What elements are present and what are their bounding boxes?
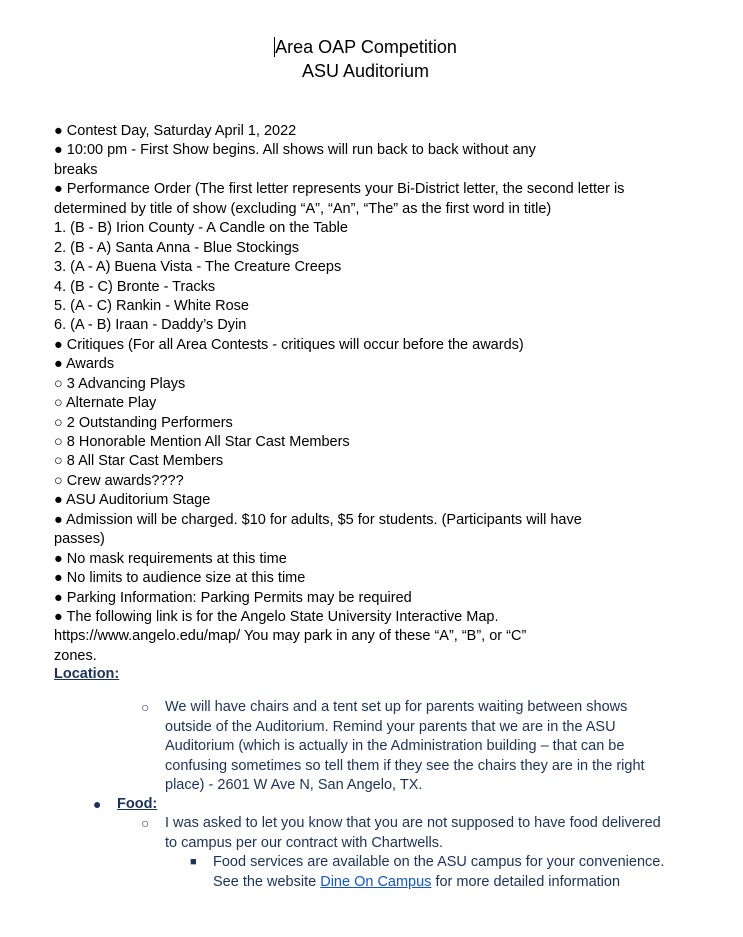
body-line: ● Admission will be charged. $10 for adults, $5 for students. (Participants will have xyxy=(54,511,582,528)
food-sub-bullet: ○ xyxy=(141,815,150,831)
body-line: ● Parking Information: Parking Permits may be required xyxy=(54,589,412,606)
food-services-note xyxy=(213,853,664,892)
food-services-suffix: for more detailed information xyxy=(431,873,621,890)
body-line: ● Awards xyxy=(54,356,115,373)
body-line: ● No mask requirements at this time xyxy=(54,550,287,567)
location-note xyxy=(165,698,645,796)
body-line: ● ASU Auditorium Stage xyxy=(54,492,211,509)
body-line: ● 10:00 pm - First Show begins. All shows will run back to back without any xyxy=(54,142,536,159)
body-line: ○ 8 All Star Cast Members xyxy=(54,453,224,470)
body-line: ● Performance Order (The first letter represents your Bi-District letter, the second letter is xyxy=(54,181,625,198)
location-heading: Location: xyxy=(54,666,120,682)
body-line: 4. (B - C) Bronte - Tracks xyxy=(54,278,216,295)
body-line: breaks xyxy=(54,161,98,178)
page-title-text: Area OAP Competition xyxy=(275,37,457,57)
contest-details xyxy=(54,122,654,666)
page-subtitle: ASU Auditorium xyxy=(301,61,430,81)
body-line: ○ 8 Honorable Mention All Star Cast Members xyxy=(54,434,350,450)
body-line: ○ 2 Outstanding Performers xyxy=(54,414,233,431)
page-title xyxy=(0,36,731,58)
food-line: I was asked to let you know that you are not supposed to have food delivered xyxy=(165,815,661,831)
body-line: passes) xyxy=(54,531,105,548)
food-line: to campus per our contract with Chartwells. xyxy=(165,834,444,851)
body-line: ● Critiques (For all Area Contests - critiques will occur before the awards) xyxy=(54,336,524,353)
body-line: 5. (A - C) Rankin - White Rose xyxy=(54,297,249,314)
location-line: confusing sometimes so tell them if they see the chairs they are in the right xyxy=(165,757,645,774)
body-line: 3. (A - A) Buena Vista - The Creature Creeps xyxy=(54,259,342,276)
body-line: ○ Crew awards???? xyxy=(54,472,184,489)
body-line: ● No limits to audience size at this time xyxy=(54,570,306,587)
dine-on-campus-link[interactable]: Dine On Campus xyxy=(320,873,432,890)
body-line: ● The following link is for the Angelo State University Interactive Map. xyxy=(54,608,499,625)
body-line: 2. (B - A) Santa Anna - Blue Stockings xyxy=(54,239,300,256)
body-line: zones. xyxy=(54,647,97,664)
body-line: ○ 3 Advancing Plays xyxy=(54,375,186,392)
body-line: 6. (A - B) Iraan - Daddy’s Dyin xyxy=(54,317,247,334)
location-line: outside of the Auditorium. Remind your parents that we are in the ASU xyxy=(165,718,616,735)
food-services-line: Food services are available on the ASU campus for your convenience. xyxy=(213,854,665,870)
food-bullet: ● xyxy=(93,796,102,812)
body-line: ○ Alternate Play xyxy=(54,395,157,412)
body-line: determined by title of show (excluding “A”, “An”, “The” as the first word in title) xyxy=(54,200,552,217)
food-heading: Food: xyxy=(117,796,158,812)
body-line: 1. (B - B) Irion County - A Candle on the Table xyxy=(54,220,348,237)
body-line: https://www.angelo.edu/map/ You may park in any of these “A”, “B”, or “C” xyxy=(54,628,527,645)
food-note xyxy=(165,814,661,853)
location-line: Auditorium (which is actually in the Administration building – that can be xyxy=(165,738,625,754)
location-line: place) - 2601 W Ave N, San Angelo, TX. xyxy=(165,777,423,793)
location-line: We will have chairs and a tent set up for parents waiting between shows xyxy=(165,699,628,715)
body-line: ● Contest Day, Saturday April 1, 2022 xyxy=(54,123,297,139)
food-services-bullet: ■ xyxy=(190,856,197,868)
location-bullet: ○ xyxy=(141,699,150,715)
food-services-prefix: See the website xyxy=(213,873,321,890)
food-services-line-2 xyxy=(213,873,664,893)
